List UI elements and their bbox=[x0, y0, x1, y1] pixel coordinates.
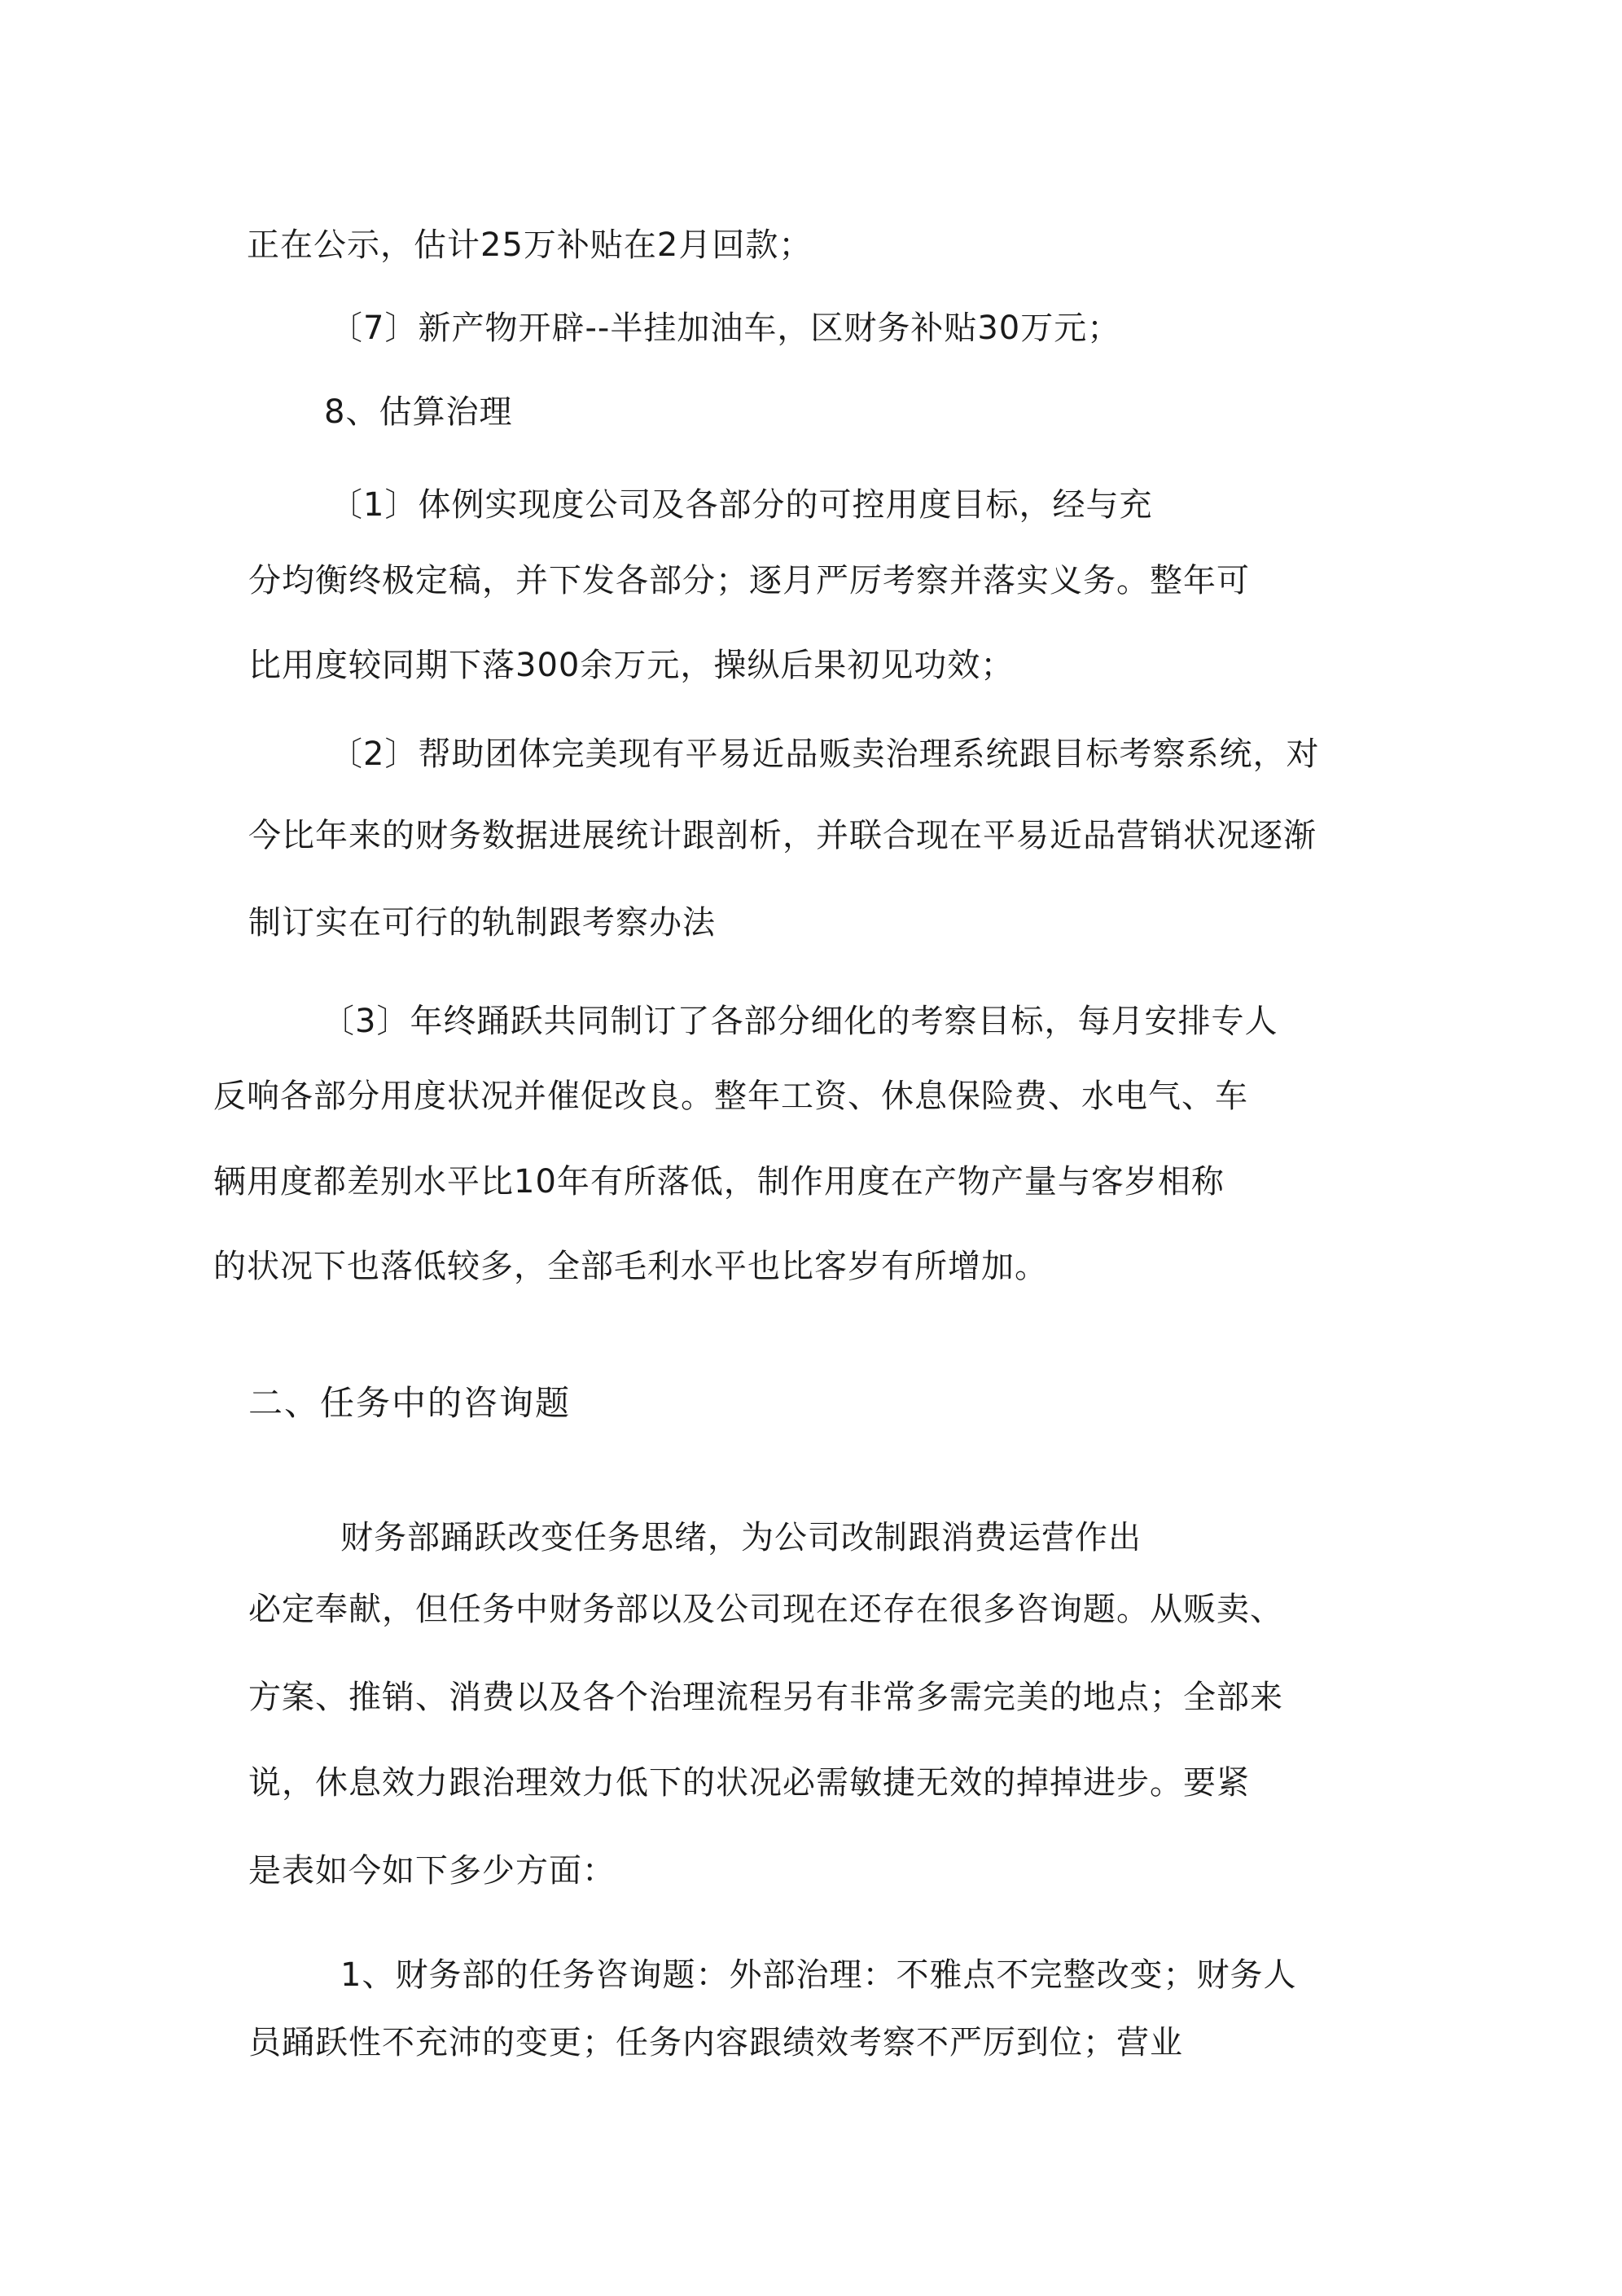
text-line: 正在公示，估计25万补贴在2月回款； bbox=[247, 226, 813, 264]
text-line: 财务部踊跃改变任务思绪，为公司改制跟消费运营作出 bbox=[340, 1519, 1142, 1556]
text-line: 〔3〕年终踊跃共同制订了各部分细化的考察目标，每月安排专人 bbox=[322, 1003, 1278, 1040]
text-line: 1、财务部的任务咨询题：外部治理：不雅点不完整改变；财务人 bbox=[340, 1956, 1297, 1994]
text-line: 今比年来的财务数据进展统计跟剖析，并联合现在平易近品营销状况逐渐 bbox=[248, 817, 1317, 854]
text-line: 说，休息效力跟治理效力低下的状况必需敏捷无效的掉掉进步。要紧 bbox=[248, 1764, 1250, 1802]
section-heading: 二、任务中的咨询题 bbox=[248, 1383, 572, 1423]
text-line: 〔7〕新产物开辟--半挂加油车，区财务补贴30万元； bbox=[330, 309, 1121, 347]
text-line: 是表如今如下多少方面： bbox=[248, 1852, 616, 1890]
text-line: 辆用度都差别水平比10年有所落低，制作用度在产物产量与客岁相称 bbox=[213, 1163, 1225, 1201]
text-line: 方案、推销、消费以及各个治理流程另有非常多需完美的地点；全部来 bbox=[248, 1679, 1283, 1716]
text-line: 必定奉献，但任务中财务部以及公司现在还存在很多咨询题。从贩卖、 bbox=[248, 1591, 1283, 1628]
text-line: 反响各部分用度状况并催促改良。整年工资、休息保险费、水电气、车 bbox=[213, 1078, 1248, 1115]
text-line: 〔1〕体例实现度公司及各部分的可控用度目标，经与充 bbox=[330, 486, 1153, 524]
text-line: 比用度较同期下落300余万元，操纵后果初见功效； bbox=[248, 647, 1015, 684]
text-line: 〔2〕帮助团体完美现有平易近品贩卖治理系统跟目标考察系统，对 bbox=[330, 735, 1320, 773]
text-line: 的状况下也落低较多，全部毛利水平也比客岁有所增加。 bbox=[213, 1248, 1048, 1285]
section-heading: 8、估算治理 bbox=[324, 393, 513, 431]
text-line: 制订实在可行的轨制跟考察办法 bbox=[248, 904, 716, 942]
text-line: 员踊跃性不充沛的变更；任务内容跟绩效考察不严厉到位；营业 bbox=[248, 2024, 1183, 2061]
text-line: 分均衡终极定稿，并下发各部分；逐月严厉考察并落实义务。整年可 bbox=[248, 562, 1250, 599]
